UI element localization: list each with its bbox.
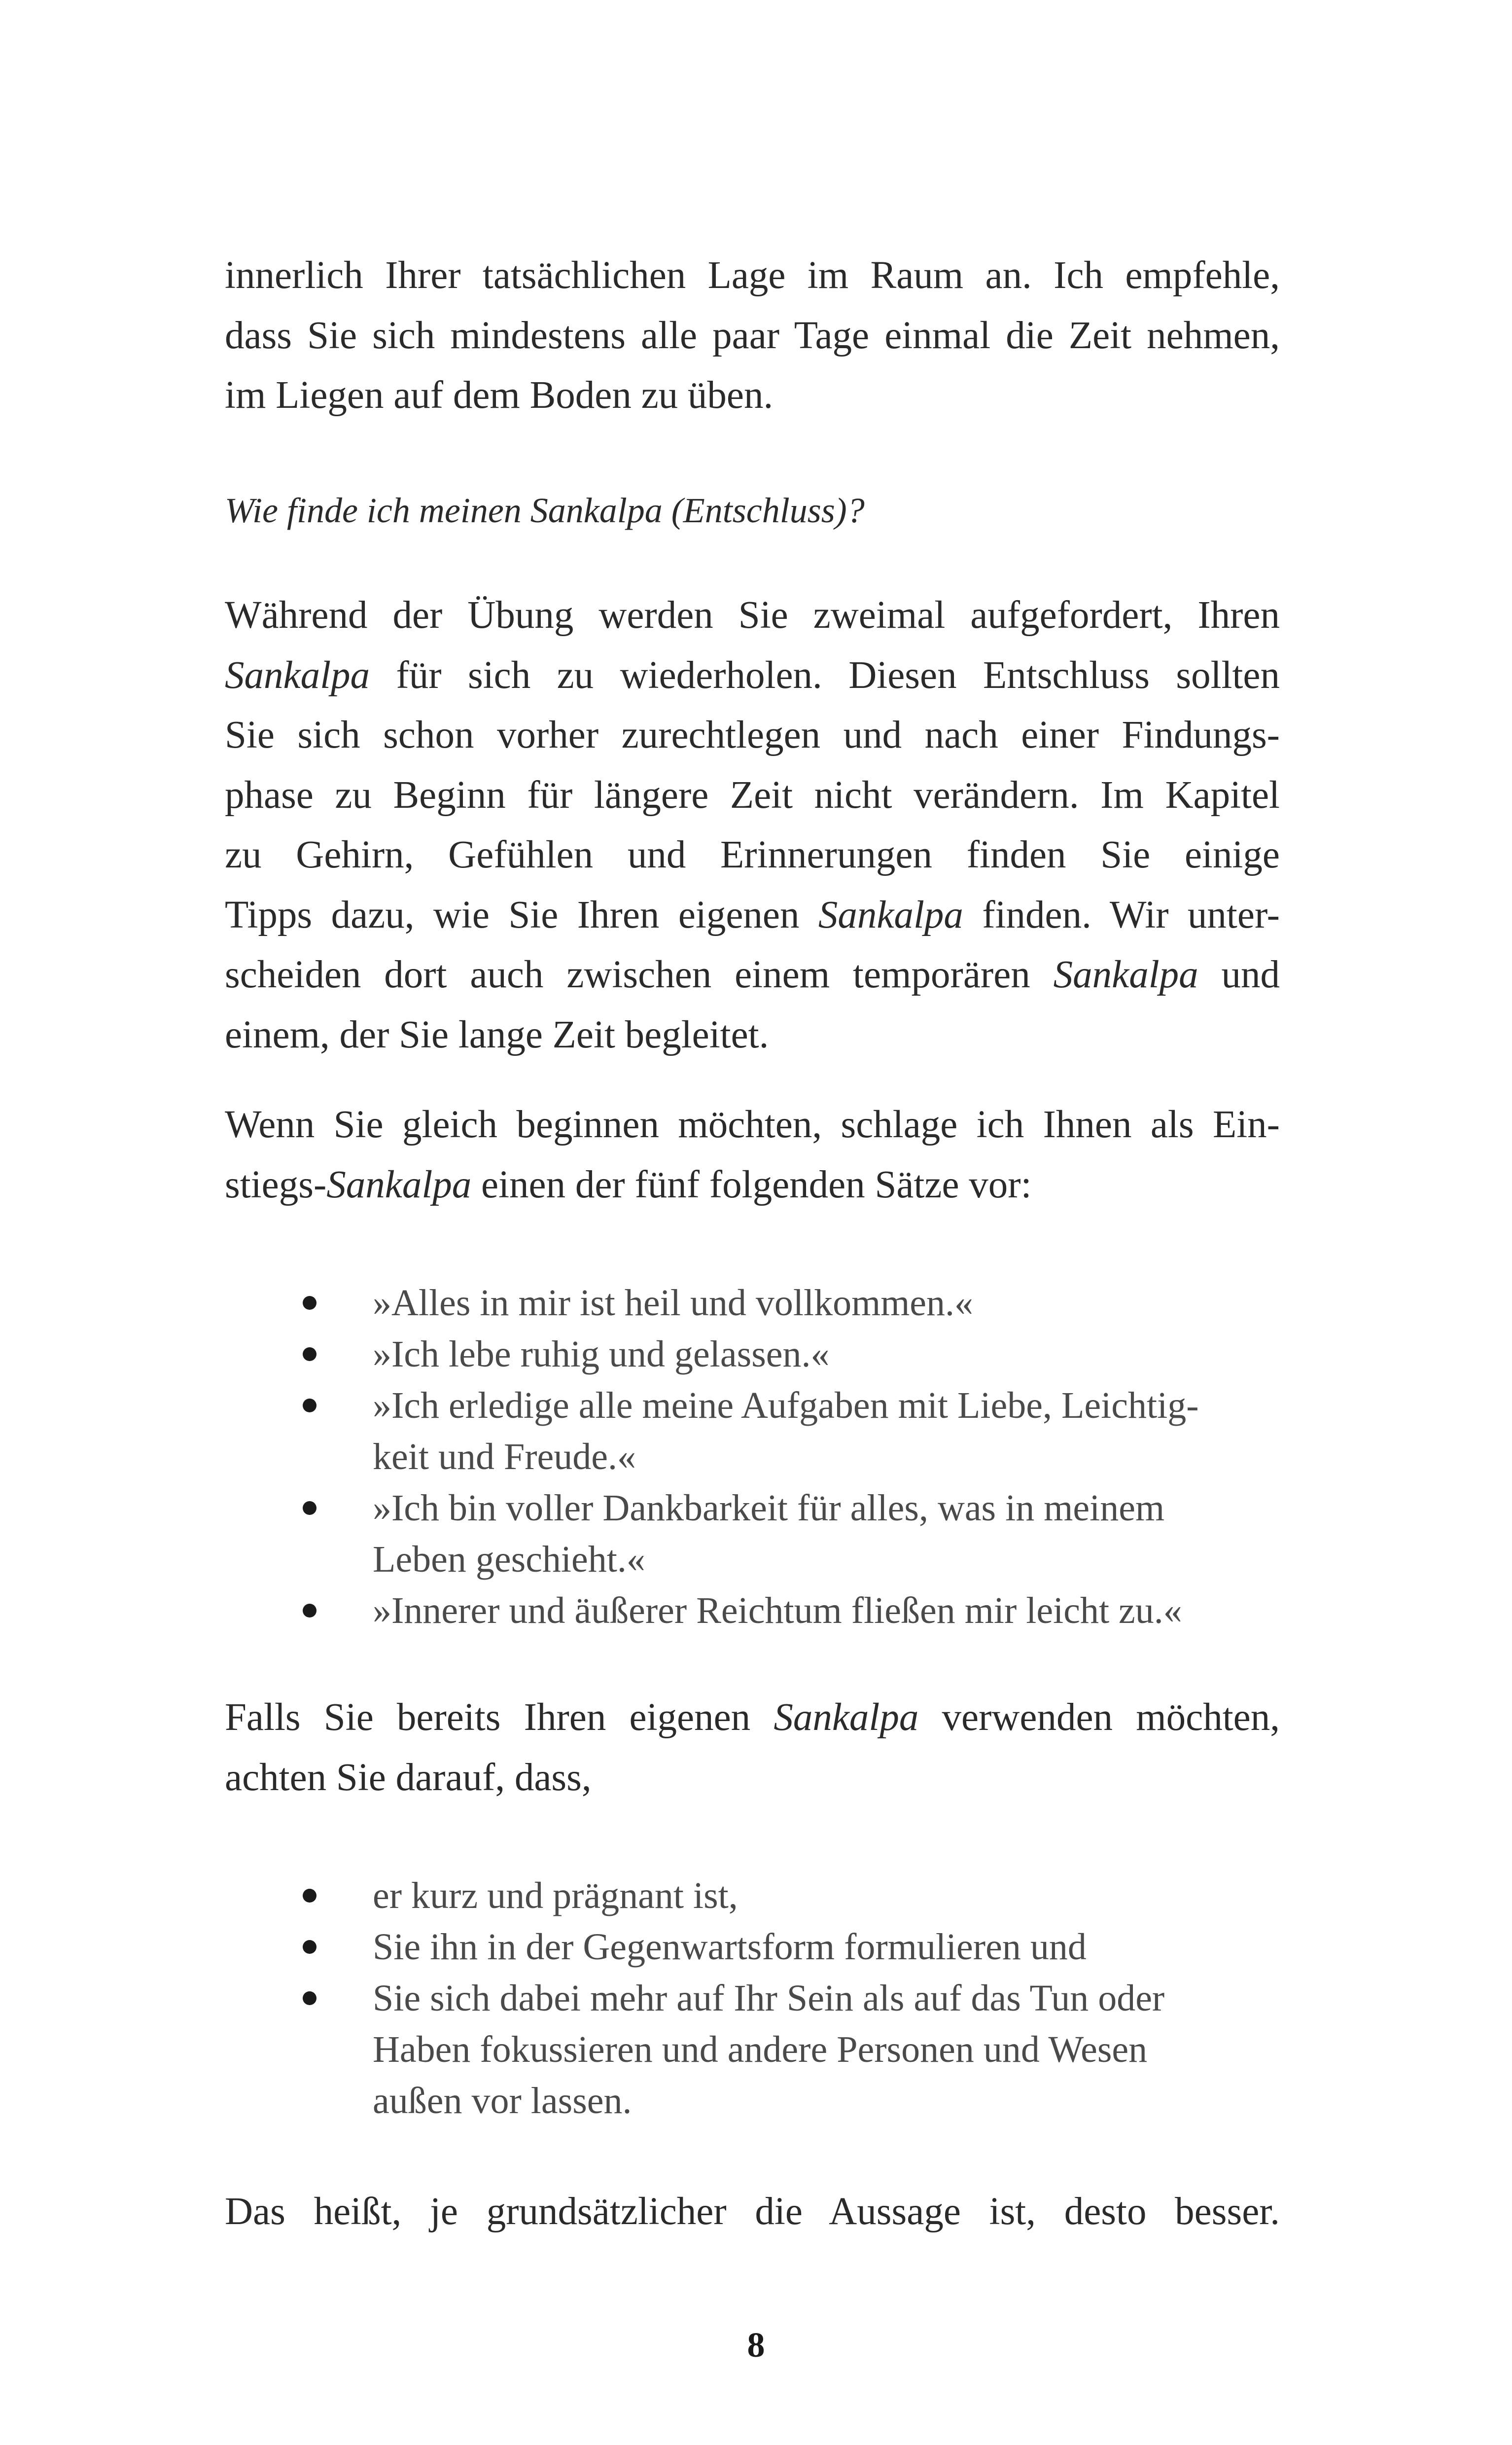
text-line: einem, der Sie lange Zeit begleitet.: [225, 1013, 769, 1056]
bullet-icon: [303, 1347, 316, 1361]
section-heading: [225, 486, 1280, 535]
text-line: Sankalpa für sich zu wiederholen. Diesen Entschluss sollten: [225, 653, 1280, 697]
page-number: 8: [747, 2325, 765, 2365]
italic-term: Sankalpa: [1053, 953, 1198, 996]
italic-term: Sankalpa: [774, 1696, 919, 1739]
italic-term: Sankalpa: [225, 653, 370, 697]
bullet-icon: [303, 1296, 316, 1310]
list-item: er kurz und prägnant ist,: [225, 1870, 1309, 1921]
bullet-icon: [303, 1991, 316, 2005]
list-item: »Ich erledige alle meine Aufgaben mit Liebe, Leichtig- keit und Freude.«: [225, 1380, 1309, 1482]
sankalpa-examples-list: [225, 1277, 1309, 1636]
italic-term: Sankalpa: [818, 893, 963, 936]
text-line: Falls Sie bereits Ihren eigenen Sankalpa verwenden möchten,: [225, 1696, 1280, 1739]
bullet-icon: [303, 1501, 316, 1515]
text-line: Während der Übung werden Sie zweimal aufgefordert, Ihren: [225, 594, 1280, 637]
bullet-icon: [303, 1604, 316, 1618]
text-line: Das heißt, je grundsätzlicher die Aussage ist, desto besser.: [225, 2190, 1280, 2233]
paragraph-begin: [225, 1095, 1280, 1215]
italic-term: Sankalpa: [326, 1163, 472, 1206]
list-item: »Alles in mir ist heil und vollkommen.«: [225, 1277, 1309, 1329]
paragraph-own-sankalpa: [225, 1688, 1280, 1807]
paragraph-sankalpa-intro: [225, 585, 1280, 1065]
text-line: achten Sie darauf, dass,: [225, 1756, 592, 1799]
text-line: Wenn Sie gleich beginnen möchten, schlage ich Ihnen als Ein-: [225, 1103, 1280, 1146]
text-line: Sie sich schon vorher zurechtlegen und nach einer Findungs-: [225, 714, 1280, 756]
bullet-icon: [303, 1940, 316, 1954]
bullet-icon: [303, 1889, 316, 1903]
text-line: Tipps dazu, wie Sie Ihren eigenen Sankalpa finden. Wir unter-: [225, 893, 1280, 936]
text-line: scheiden dort auch zwischen einem temporären Sankalpa und: [225, 953, 1280, 996]
text-line: im Liegen auf dem Boden zu üben.: [225, 374, 774, 417]
list-item: Sie sich dabei mehr auf Ihr Sein als auf das Tun oder Haben fokussieren und andere Personen und Wesen außen vor lassen.: [225, 1973, 1309, 2126]
text-line: innerlich Ihrer tatsächlichen Lage im Raum an. Ich empfehle,: [225, 254, 1280, 297]
list-item: »Ich lebe ruhig und gelassen.«: [225, 1329, 1309, 1380]
bullet-icon: [303, 1399, 316, 1412]
list-item: »Innerer und äußerer Reichtum fließen mir leicht zu.«: [225, 1585, 1309, 1636]
list-item: »Ich bin voller Dankbarkeit für alles, was in meinem Leben geschieht.«: [225, 1482, 1309, 1585]
text-line: dass Sie sich mindestens alle paar Tage einmal die Zeit nehmen,: [225, 314, 1280, 357]
text-line: phase zu Beginn für längere Zeit nicht verändern. Im Kapitel: [225, 773, 1280, 817]
paragraph-conclusion: [225, 2182, 1280, 2242]
paragraph-continuation: [225, 246, 1280, 426]
list-item: Sie ihn in der Gegenwartsform formulieren und: [225, 1921, 1309, 1973]
text-line: zu Gehirn, Gefühlen und Erinnerungen finden Sie einige: [225, 833, 1280, 876]
section-heading-text: Wie finde ich meinen Sankalpa (Entschluss)?: [225, 491, 865, 530]
criteria-list: [225, 1870, 1309, 2126]
text-line: stiegs-Sankalpa einen der fünf folgenden Sätze vor:: [225, 1163, 1032, 1206]
